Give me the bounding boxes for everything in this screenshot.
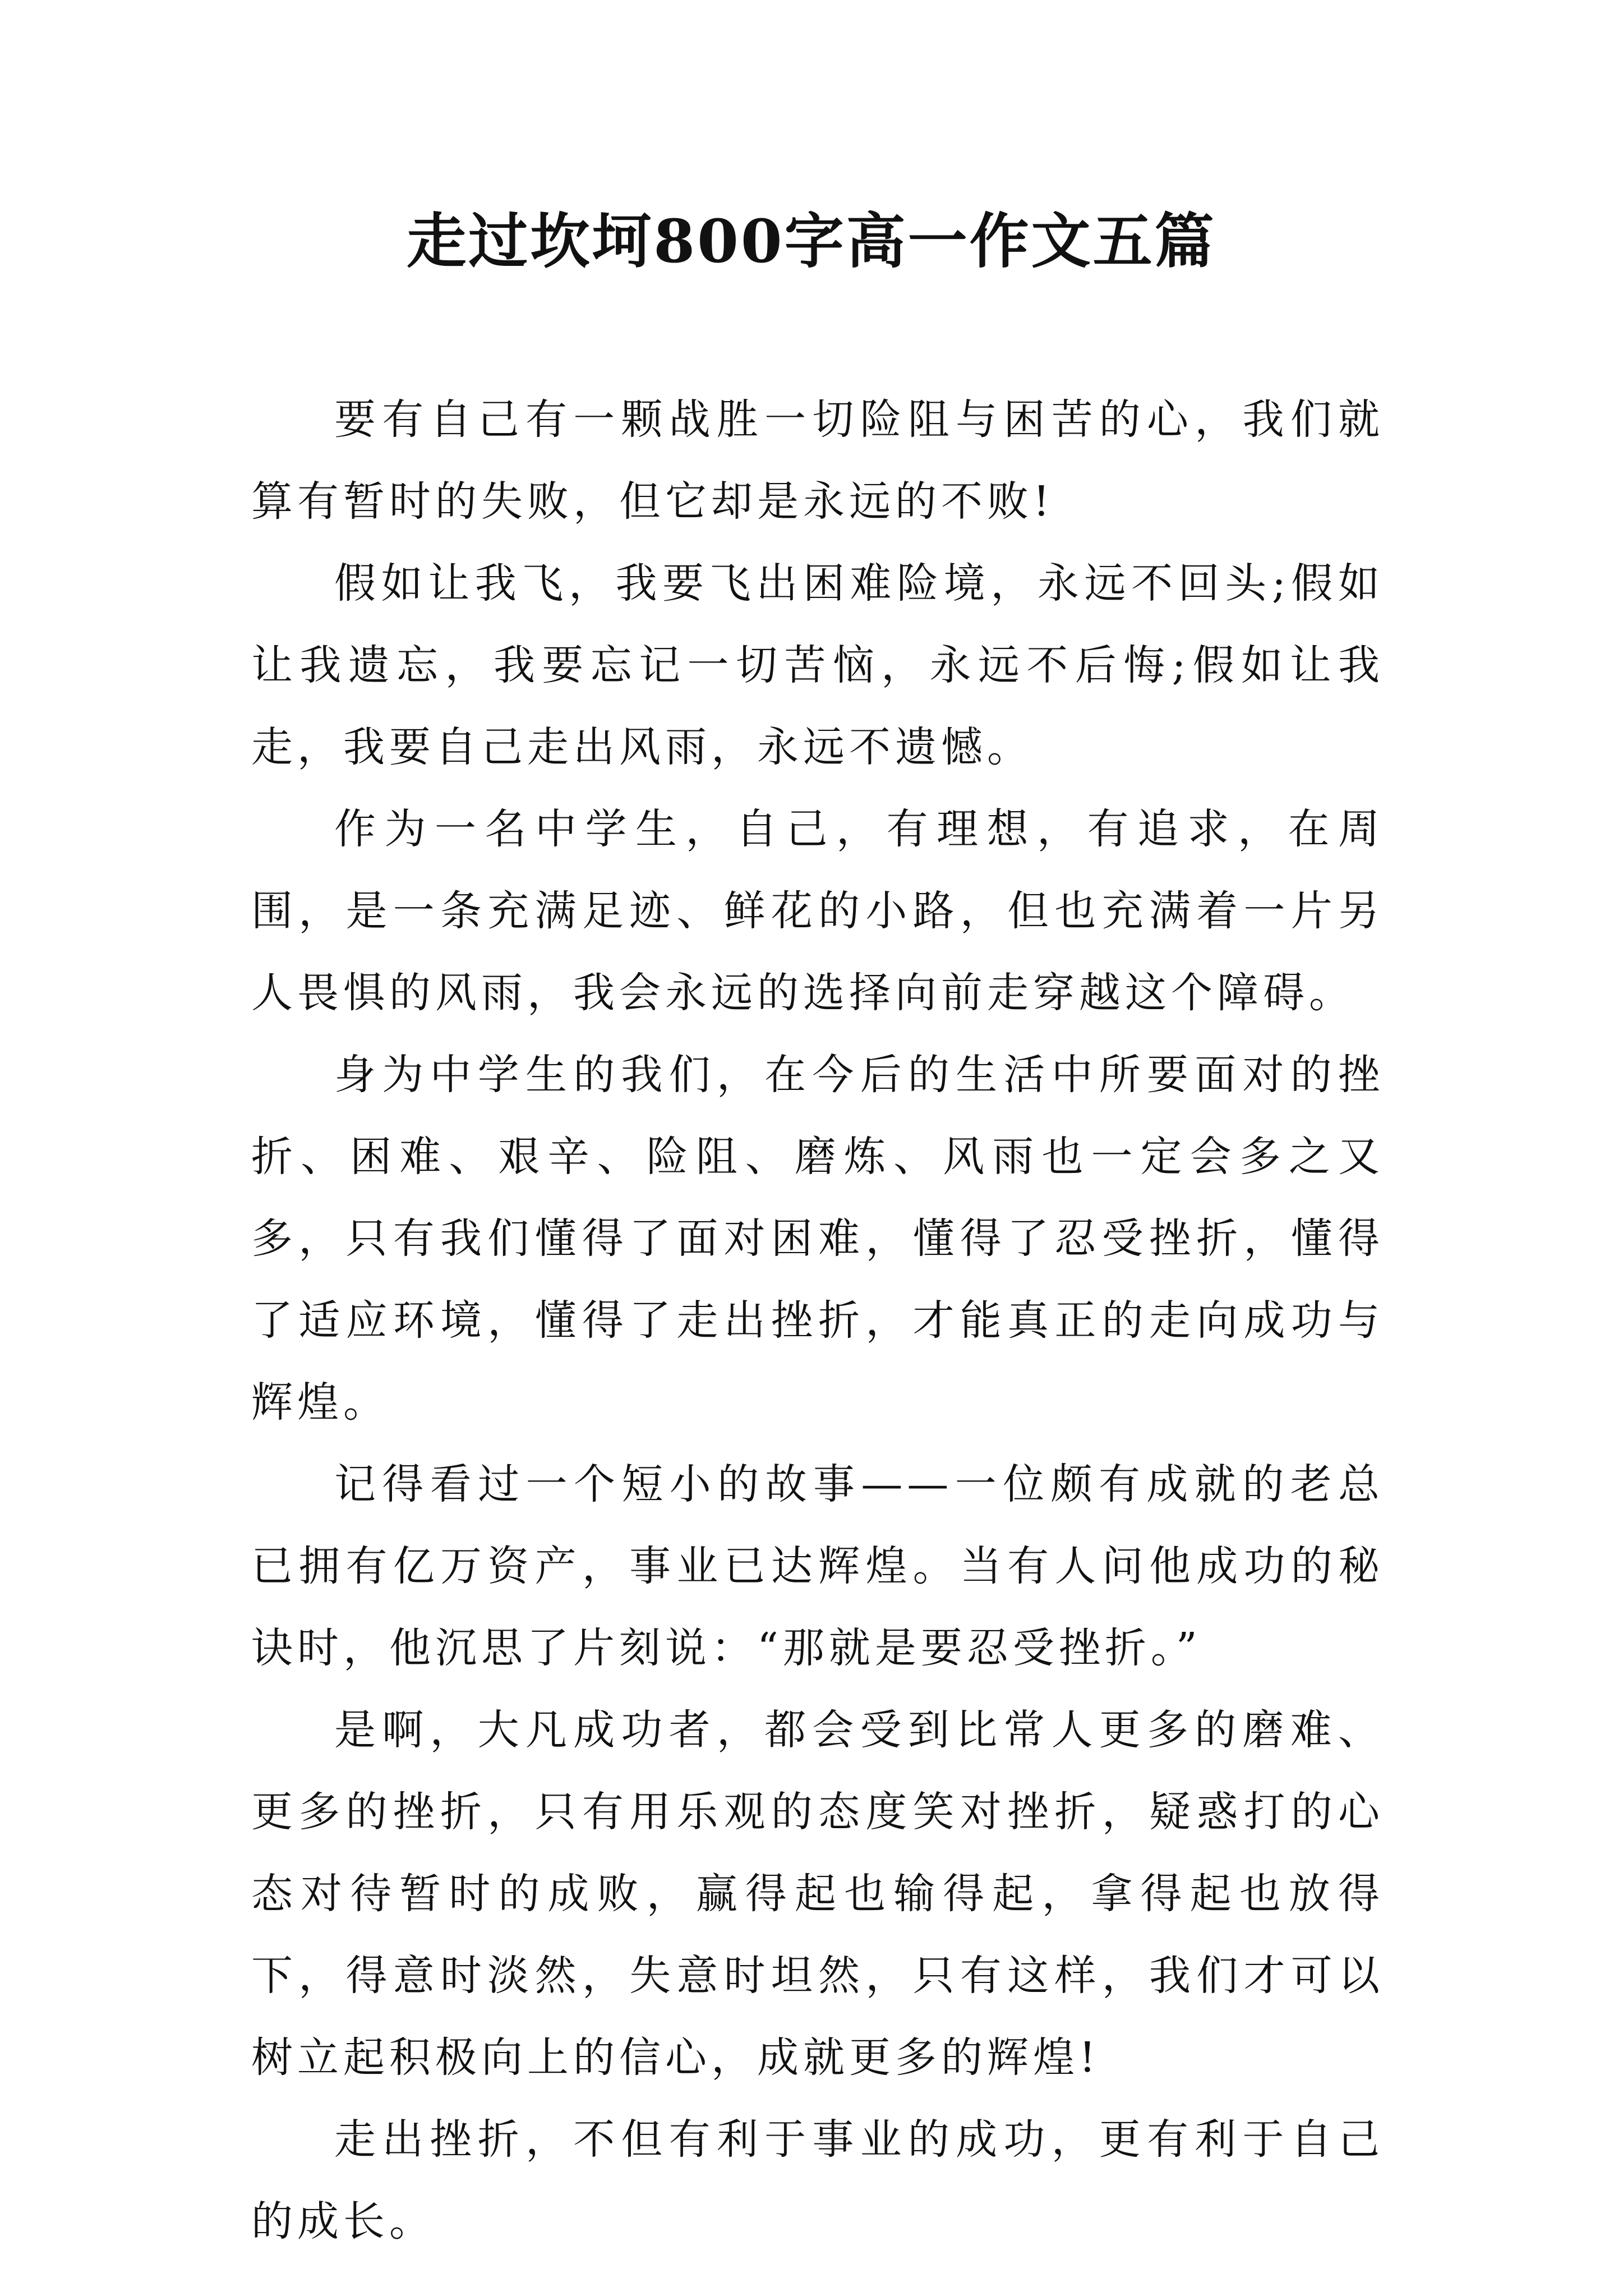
paragraph-2: 假如让我飞，我要飞出困难险境，永远不回头;假如让我遗忘，我要忘记一切苦恼，永远不后悔;假如让我走，我要自己走出风雨，永远不遗憾。: [251, 559, 1384, 771]
document-title: 走过坎坷800字高一作文五篇: [407, 206, 1216, 276]
paragraph-1: 要有自己有一颗战胜一切险阻与困苦的心，我们就算有暂时的失败，但它却是永远的不败!: [251, 395, 1384, 526]
paragraph-5: 记得看过一个短小的故事——一位颇有成就的老总已拥有亿万资产，事业已达辉煌。当有人问他成功的秘诀时，他沉思了片刻说：“那就是要忍受挫折。”: [251, 1460, 1384, 1672]
paragraph-3: 作为一名中学生，自己，有理想，有追求，在周围，是一条充满足迹、鲜花的小路，但也充满着一片另人畏惧的风雨，我会永远的选择向前走穿越这个障碍。: [251, 805, 1384, 1017]
document-body: [251, 379, 1384, 2262]
paragraph-4: 身为中学生的我们，在今后的生活中所要面对的挫折、困难、艰辛、险阻、磨炼、风雨也一定会多之又多，只有我们懂得了面对困难，懂得了忍受挫折，懂得了适应环境，懂得了走出挫折，才能真正的走向成功与辉煌。: [251, 1051, 1384, 1427]
paragraph-7: 走出挫折，不但有利于事业的成功，更有利于自己的成长。: [251, 2115, 1384, 2246]
paragraph-6: 是啊，大凡成功者，都会受到比常人更多的磨难、更多的挫折，只有用乐观的态度笑对挫折，疑惑打的心态对待暂时的成败，赢得起也输得起，拿得起也放得下，得意时淡然，失意时坦然，只有这样，我们才可以树立起积极向上的信心，成就更多的辉煌!: [251, 1706, 1384, 2082]
